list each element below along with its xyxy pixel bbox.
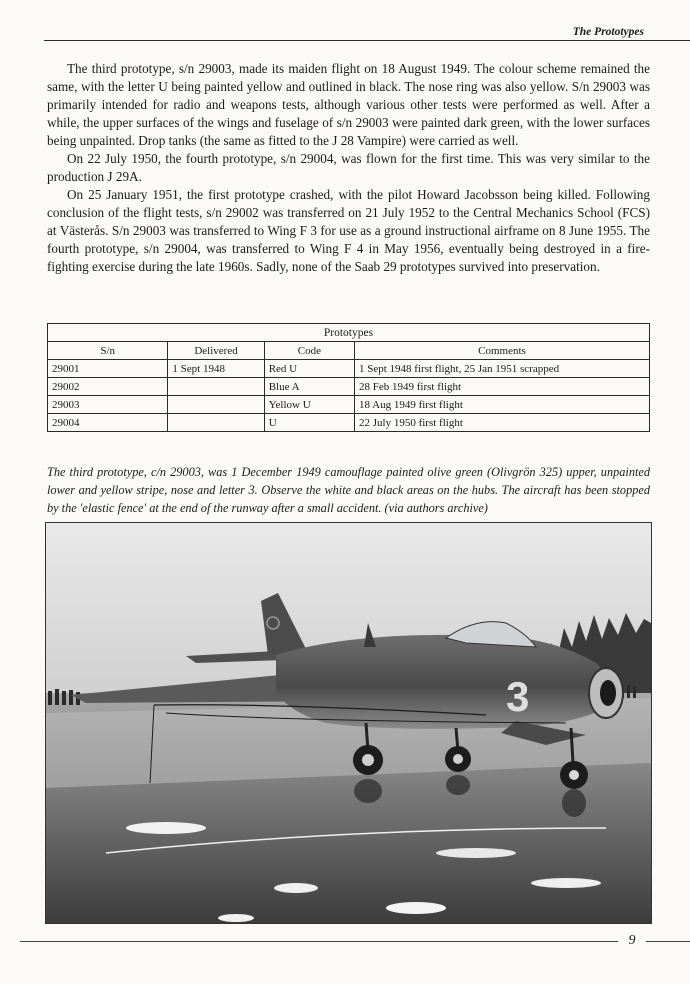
cell-code: Blue A [264,378,354,396]
table-row [48,360,650,378]
table-caption: Prototypes [48,324,650,342]
aircraft-photo [45,522,652,924]
paragraph: On 25 January 1951, the first prototype crashed, with the pilot Howard Jacobsson being killed. Following conclusion of the flight tests, s/n 29002 was transferred on 21 July 1952 to the Central Mechanics School (FCS) at Västerås. S/n 29003 was transferred to Wing F 3 for use as a ground instructional airframe on 8 June 1955. The fourth prototype, s/n 29004, was transferred to Wing F 4 in May 1956, eventually being destroyed in a fire-fighting exercise during the late 1960s. Sadly, none of the Saab 29 prototypes survived into preservation. [47,187,650,274]
cell-delivered [168,414,264,432]
table-row [48,378,650,396]
cell-code: Yellow U [264,396,354,414]
cell-comments: 22 July 1950 first flight [355,414,650,432]
cell-delivered: 1 Sept 1948 [168,360,264,378]
column-header-code: Code [264,342,354,360]
cell-sn: 29001 [48,360,168,378]
cell-code: Red U [264,360,354,378]
footer-rule [20,941,690,942]
prototypes-table [47,323,650,432]
paragraph: On 22 July 1950, the fourth prototype, s/n 29004, was flown for the first time. This was very similar to the production J 29A. [47,151,650,184]
body-text [47,60,650,276]
cell-sn: 29003 [48,396,168,414]
cell-sn: 29004 [48,414,168,432]
page-number: 9 [618,930,646,952]
cell-sn: 29002 [48,378,168,396]
table-row [48,396,650,414]
column-header-sn: S/n [48,342,168,360]
column-header-comments: Comments [355,342,650,360]
paragraph: The third prototype, s/n 29003, made its maiden flight on 18 August 1949. The colour scheme remained the same, with the letter U being painted yellow and outlined in black. The nose ring was also yellow. S/n 29003 was primarily intended for radio and weapons tests, although various other tests were performed as well. After a while, the upper surfaces of the wings and fuselage of s/n 29003 were painted dark green, with the lower surfaces being unpainted. Drop tanks (the same as fitted to the J 28 Vampire) were carried as well. [47,61,650,148]
cell-code: U [264,414,354,432]
cell-delivered [168,396,264,414]
cell-comments: 28 Feb 1949 first flight [355,378,650,396]
photo-caption: The third prototype, c/n 29003, was 1 December 1949 camouflage painted olive green (Olivgrön 325) upper, unpainted lower and yellow stripe, nose and letter 3. Observe the white and black areas on the hubs. The aircraft has been stopped by the 'elastic fence' at the end of the runway after a small accident. (via authors archive) [47,465,650,515]
running-header [44,26,690,41]
cell-delivered [168,378,264,396]
cell-comments: 1 Sept 1948 first flight, 25 Jan 1951 scrapped [355,360,650,378]
cell-comments: 18 Aug 1949 first flight [355,396,650,414]
header-title: The Prototypes [572,26,644,38]
photo-illustration [46,523,651,923]
nose-number: 3 [506,673,530,720]
table-row [48,414,650,432]
column-header-delivered: Delivered [168,342,264,360]
